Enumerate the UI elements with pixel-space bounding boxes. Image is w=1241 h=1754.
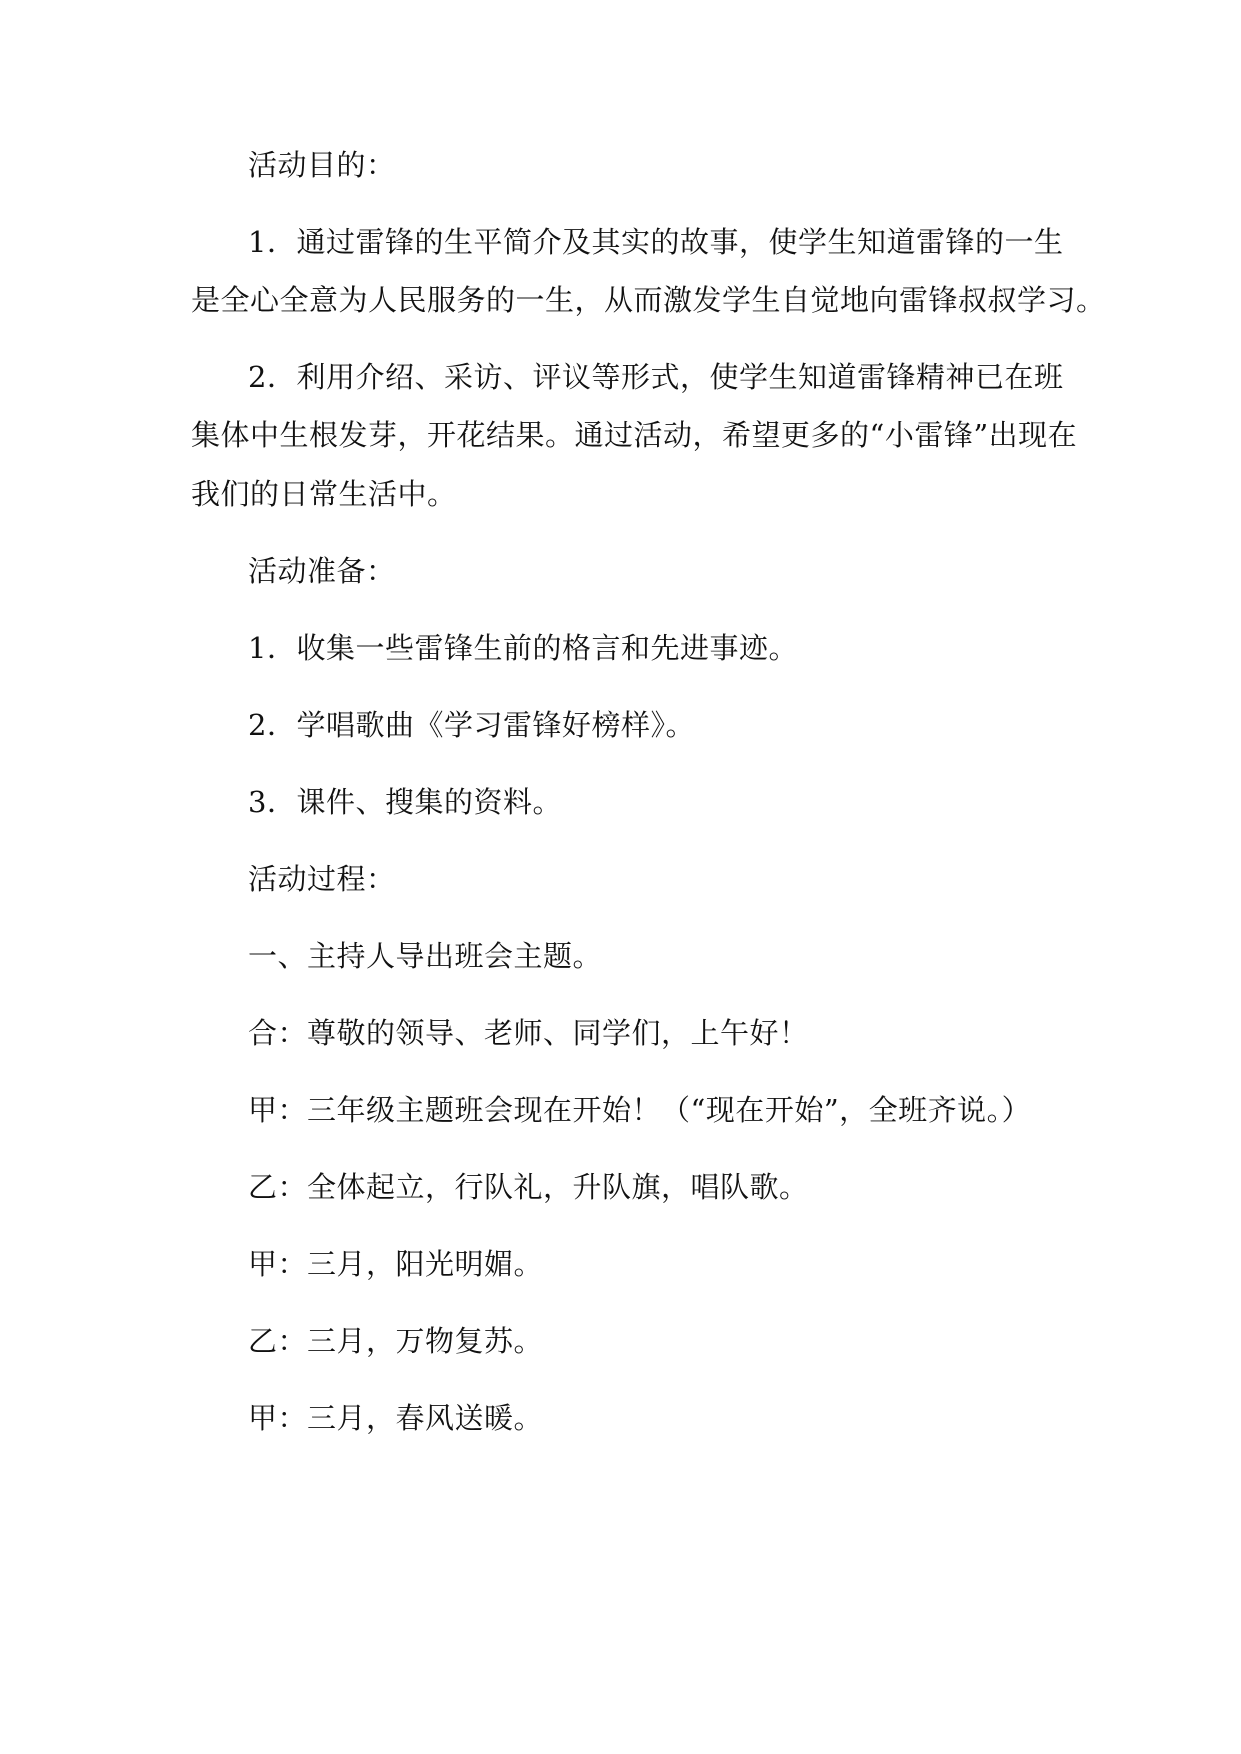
purpose-item-1-line-2: 是全心全意为人民服务的一生，从而激发学生自觉地向雷锋叔叔学习。 bbox=[191, 283, 1106, 317]
heading-activity-process: 活动过程： bbox=[248, 862, 396, 896]
dialogue-line-6: 甲：三月，春风送暖。 bbox=[248, 1401, 544, 1435]
dialogue-line-1: 合：尊敬的领导、老师、同学们，上午好！ bbox=[248, 1016, 809, 1050]
dialogue-line-5: 乙：三月，万物复苏。 bbox=[248, 1324, 544, 1358]
heading-activity-preparation: 活动准备： bbox=[248, 554, 396, 588]
purpose-item-2-line-2: 集体中生根发芽，开花结果。通过活动，希望更多的“小雷锋”出现在 bbox=[191, 418, 1078, 452]
preparation-item-1: 1．收集一些雷锋生前的格言和先进事迹。 bbox=[248, 631, 798, 665]
heading-activity-purpose: 活动目的： bbox=[248, 148, 396, 182]
purpose-item-1-line-1: 1．通过雷锋的生平简介及其实的故事，使学生知道雷锋的一生 bbox=[248, 225, 1064, 259]
purpose-item-2-line-1: 2．利用介绍、采访、评议等形式，使学生知道雷锋精神已在班 bbox=[248, 360, 1064, 394]
preparation-item-2: 2．学唱歌曲《学习雷锋好榜样》。 bbox=[248, 708, 695, 742]
purpose-item-2-line-3: 我们的日常生活中。 bbox=[191, 477, 457, 511]
dialogue-line-2: 甲：三年级主题班会现在开始！（“现在开始”，全班齐说。） bbox=[248, 1093, 1032, 1127]
preparation-item-3: 3．课件、搜集的资料。 bbox=[248, 785, 562, 819]
dialogue-line-3: 乙：全体起立，行队礼，升队旗，唱队歌。 bbox=[248, 1170, 809, 1204]
dialogue-line-4: 甲：三月，阳光明媚。 bbox=[248, 1247, 544, 1281]
process-section-1: 一、主持人导出班会主题。 bbox=[248, 939, 603, 973]
